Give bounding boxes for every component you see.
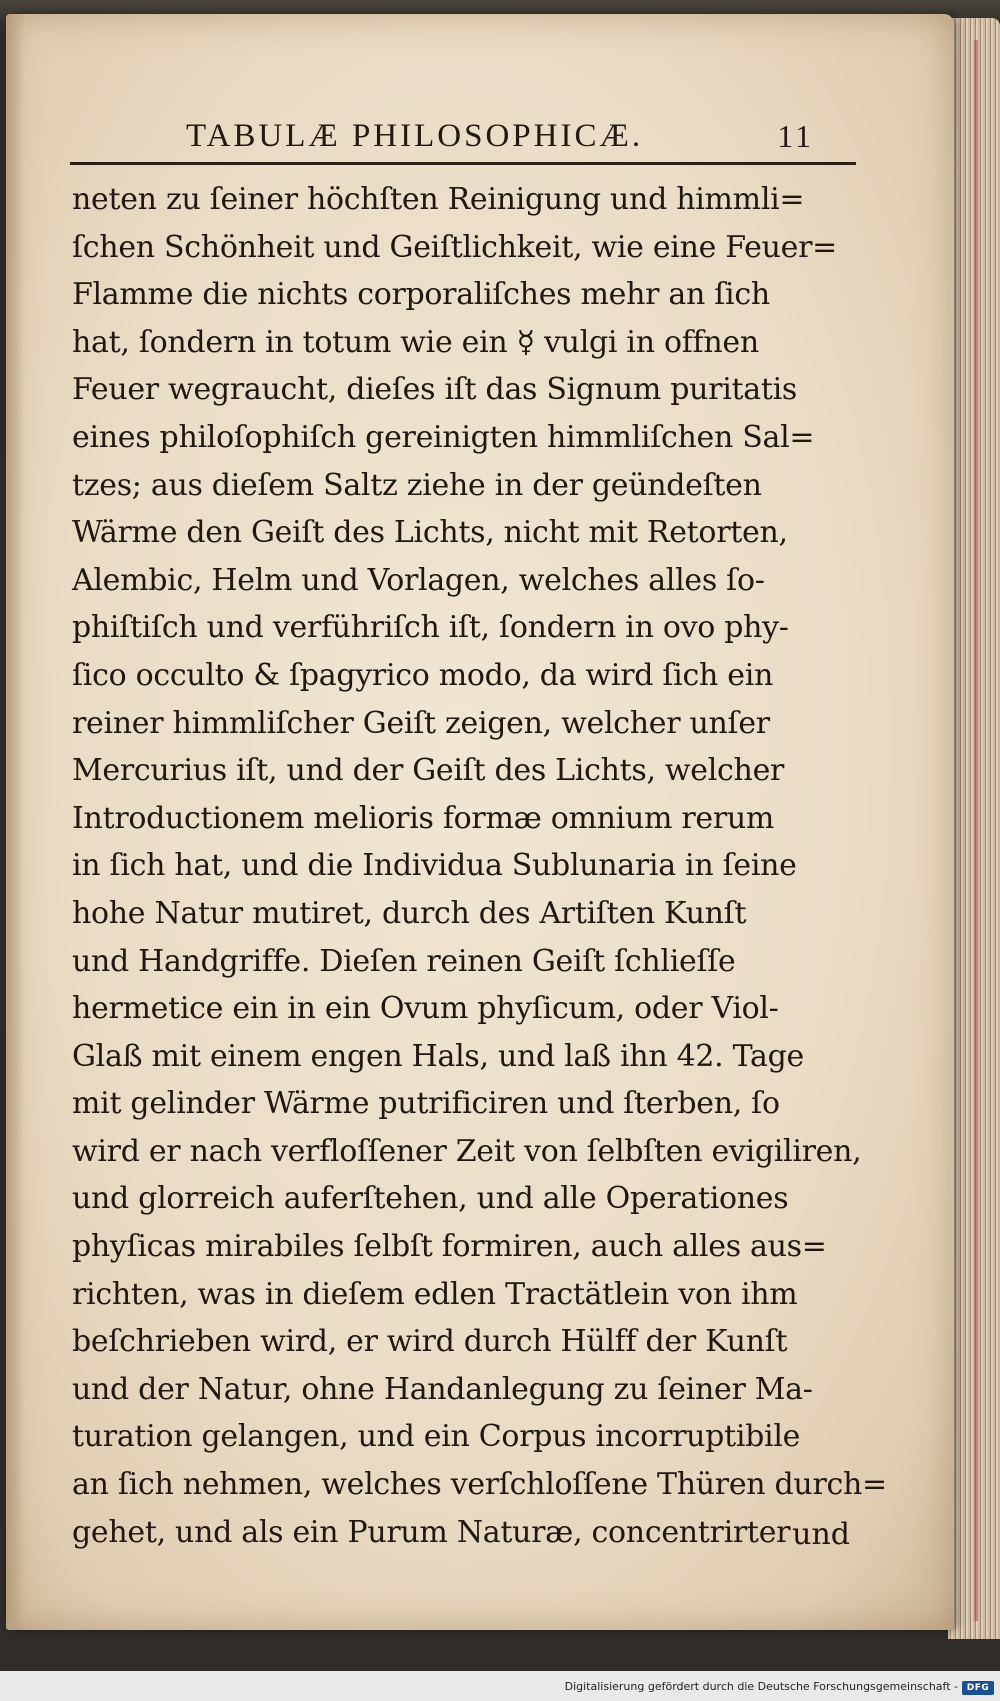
running-title: TABULÆ PHILOSOPHICÆ. <box>186 118 644 154</box>
header-rule <box>70 162 856 165</box>
text-line: beſchrieben wird, er wird durch Hülff der Kunſt <box>72 1324 788 1360</box>
text-line: ſico occulto & ſpagyrico modo, da wird ſich ein <box>72 657 774 693</box>
text-line: Glaß mit einem engen Hals, und laß ihn 42. Tage <box>72 1038 804 1074</box>
footer-credit: Digitalisierung gefördert durch die Deutsche Forschungsgemeinschaft - <box>564 1680 958 1693</box>
text-line: und Handgriffe. Dieſen reinen Geiſt ſchlieſſe <box>72 943 736 979</box>
dfg-logo: DFG <box>962 1681 994 1695</box>
text-line: und glorreich auferſtehen, und alle Operationes <box>72 1181 789 1217</box>
page-shadow-edge <box>6 14 24 1630</box>
text-line: Alembic, Helm und Vorlagen, welches alles ſo- <box>72 562 765 598</box>
text-line: gehet, und als ein Purum Naturæ, concentrirter <box>72 1514 791 1550</box>
text-line: neten zu ſeiner höchſten Reinigung und himmli= <box>72 182 805 217</box>
text-line: Mercurius iſt, und der Geiſt des Lichts, welcher <box>72 753 785 789</box>
text-line: Introductionem melioris formæ omnium rerum <box>72 800 775 836</box>
footer-bar <box>0 1671 1000 1701</box>
page-stack-red-edge <box>974 40 978 1621</box>
catchword: und <box>792 1517 850 1552</box>
text-line: richten, was in dieſem edlen Tractätlein von ihm <box>72 1276 798 1312</box>
text-line: phiſtiſch und verführiſch iſt, ſondern in ovo phy- <box>72 610 789 646</box>
text-line: Wärme den Geiſt des Lichts, nicht mit Retorten, <box>72 515 788 551</box>
page-number: 11 <box>777 118 814 154</box>
text-line: und der Natur, ohne Handanlegung zu ſeiner Ma- <box>72 1371 813 1407</box>
text-line: turation gelangen, und ein Corpus incorruptibile <box>72 1419 801 1455</box>
text-line: reiner himmliſcher Geiſt zeigen, welcher unſer <box>72 705 770 741</box>
text-line: mit gelinder Wärme putrificiren und ſterben, ſo <box>72 1086 780 1122</box>
text-line: hohe Natur mutiret, durch des Artiſten Kunſt <box>72 895 747 931</box>
running-header <box>186 114 826 162</box>
text-line: Flamme die nichts corporaliſches mehr an ſich <box>72 277 770 313</box>
book-page <box>6 14 954 1630</box>
text-line: eines philoſophiſch gereinigten himmliſchen Sal= <box>72 419 815 455</box>
text-line: hat, ſondern in totum wie ein ☿ vulgi in offnen <box>72 324 759 360</box>
text-line: phyſicas mirabiles ſelbſt formiren, auch alles aus= <box>72 1229 827 1265</box>
text-line: hermetice ein in ein Ovum phyſicum, oder Viol- <box>72 991 779 1027</box>
text-line: an ſich nehmen, welches verſchloſſene Thüren durch= <box>72 1467 887 1503</box>
text-line: Feuer wegraucht, dieſes iſt das Signum puritatis <box>72 372 797 408</box>
text-line: wird er nach verfloſſener Zeit von ſelbſten evigiliren, <box>72 1133 862 1169</box>
text-line: tzes; aus dieſem Saltz ziehe in der geündeſten <box>72 467 762 503</box>
text-line: ſchen Schönheit und Geiſtlichkeit, wie eine Feuer= <box>72 229 837 265</box>
body-text <box>72 176 887 1556</box>
text-line: in ſich hat, und die Individua Sublunaria in ſeine <box>72 848 797 884</box>
